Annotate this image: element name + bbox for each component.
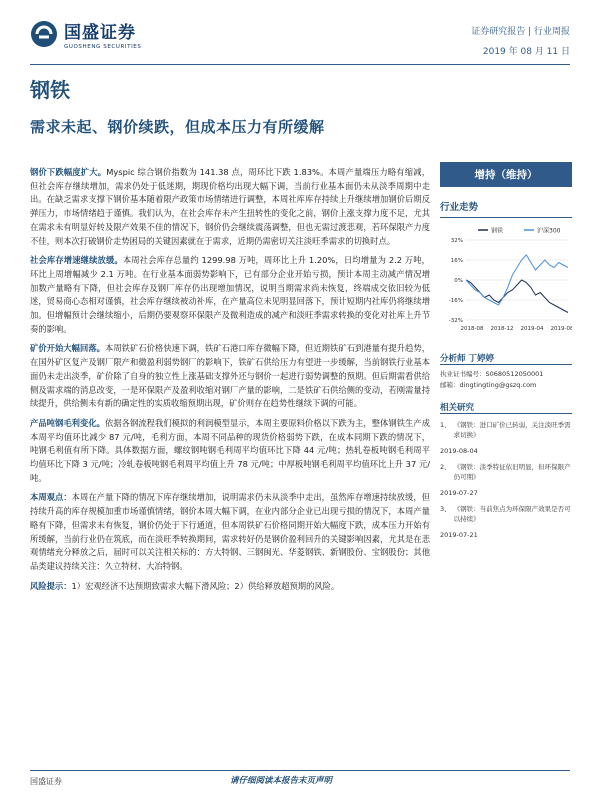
analyst-divider xyxy=(440,364,572,365)
email-address[interactable]: dingtingting@gszq.com xyxy=(459,381,537,389)
related-divider xyxy=(440,413,572,414)
paragraph xyxy=(30,417,430,486)
report-type: 证券研究报告 | 行业周报 xyxy=(471,27,570,37)
paragraph-lead: 矿价开始大幅回落。 xyxy=(30,343,106,354)
paragraph-text: Myspic 综合钢价指数为 141.38 点，周环比下跌 1.83%。本周产量端压力略有缩减，但社会库存继续增加，需求仍处于低迷期，期现价格均出现大幅下调，当前行业基本面仍未从淡季周期中走出。在缺乏需求支撑下钢价基本随着限产政策市场情绪进行调整，本周社库库存持续上升继续增加钢价后期反弹压力，市场情绪趋于谨慎。我们认为，在社会库存未产生扭转性的变化之前，钢价上涨支撑力度不足，尤其在需求未有明显好转及限产效果不佳的情况下，钢价仍会继续震荡调整，但也无需过渡悲观，若环保限产力度不佳，则本次打破钢价走势困局的关键因素就在于需求，近期仍需密切关注淡旺季需求的切换时点。 xyxy=(30,167,430,246)
paragraph xyxy=(30,166,430,248)
related-num: 3、 xyxy=(440,505,451,513)
y-tick-label: 32% xyxy=(450,238,463,244)
related-num: 1、 xyxy=(440,421,451,429)
x-tick-label: 2019-08 xyxy=(550,326,572,332)
industry-title: 钢铁 xyxy=(30,78,70,102)
trend-divider xyxy=(440,217,572,218)
related-date: 2019-07-21 xyxy=(440,531,478,539)
trend-chart xyxy=(440,222,572,342)
related-title: 相关研究 xyxy=(440,403,475,413)
license-label: 执业证书编号： xyxy=(440,370,486,378)
logo-cn: 国盛证券 xyxy=(64,23,136,43)
analyst-name: 分析师 丁婷婷 xyxy=(440,354,494,364)
logo xyxy=(30,18,141,50)
footer-disclaimer: 请仔细阅读本报告末页声明 xyxy=(230,776,333,786)
related-report[interactable] xyxy=(440,462,572,498)
guosheng-logo-icon xyxy=(30,20,58,48)
related-link[interactable]: 《钢铁：进口矿价已转弱，关注淡旺季需求切换》 xyxy=(453,421,571,439)
y-tick-label: -32% xyxy=(448,318,463,324)
legend-label: 沪深300 xyxy=(537,227,561,235)
related-date: 2019-07-27 xyxy=(440,489,478,497)
logo-en: GUOSHENG SECURITIES xyxy=(64,44,142,50)
paragraph-text: 1）宏观经济不达预期致需求大幅下滑风险；2）供给释放超预期的风险。 xyxy=(71,580,340,591)
license-number: S0680512050001 xyxy=(485,370,544,378)
y-tick-label: 16% xyxy=(450,258,463,264)
paragraph xyxy=(30,254,430,336)
header-divider xyxy=(30,64,570,65)
related-report[interactable] xyxy=(440,420,572,456)
paragraph xyxy=(30,491,430,573)
x-tick-label: 2019-04 xyxy=(520,326,544,332)
related-link[interactable]: 《钢铁：淡季特征依旧明显，但环保限产仍可期》 xyxy=(453,463,571,481)
paragraph-lead: 钢价下跌幅度扩大。 xyxy=(30,167,107,177)
footer-logo-text: 国盛证券 xyxy=(30,777,62,786)
license-line xyxy=(440,369,572,380)
report-date: 2019 年 08 月 11 日 xyxy=(482,47,570,57)
email-line xyxy=(440,380,572,391)
related-date: 2019-08-04 xyxy=(440,447,478,455)
x-tick-label: 2018-08 xyxy=(460,326,484,332)
trend-chart-svg xyxy=(440,222,572,342)
report-headline: 需求未起、钢价续跌，但成本压力有所缓解 xyxy=(30,118,325,136)
paragraph xyxy=(30,580,430,594)
paragraph-text: 本周社会库存总量约 1299.98 万吨，周环比上升 1.20%，日均增量为 2.2 万吨，环比上周增幅减少 2.1 万吨。在行业基本面弱势影响下，已有部分企业开始亏损，预计本周主动减产情况增加数产量略有下降，但社会库存及钢厂库存仍出现增加情况，说明当期需求尚未恢复，终端成交依旧较为低迷，贸易商心态相对谨慎，社会库存继续被动补库，在产量高位未见明显回落下，预计短期内社库仍将继续增加。但增幅预计会继续缩小，后期仍要观察环保限产及微利造成的减产和淡旺季需求转换的变化对社库上升节奏的影响。 xyxy=(30,255,430,334)
paragraph-lead: 社会库存增速继续放缓。 xyxy=(30,255,123,266)
paragraph-lead: 产品吨钢毛利变化。 xyxy=(30,417,106,428)
main-content xyxy=(30,166,430,599)
y-tick-label: 0% xyxy=(454,278,463,284)
trend-title: 行业走势 xyxy=(440,202,479,213)
paragraph-text: 本周铁矿石价格快速下调，铁矿石港口库存微幅下降，但近期铁矿石到港量有提升趋势，在国外矿区复产及钢厂限产和微盈利弱势钢厂的影响下，铁矿石供给压力有望进一步缓解，当前钢铁行业基本面仍未走出淡季，矿价除了自身的独立性上涨基础支撑外还与钢价一起进行弱势调整的预期。但后期需看供给侧及需求端的消息改变，一是环保限产及盈利收缩对钢厂产量的影响，二是铁矿石供给侧的变动，若刚需量持续提升，供给侧未有新的确定性的实质收缩预期出现，矿价则存在趋势性继续下调的可能。 xyxy=(30,343,430,409)
y-tick-label: -16% xyxy=(448,298,463,304)
related-report[interactable] xyxy=(440,504,572,540)
paragraph xyxy=(30,342,430,411)
rating-badge: 增持（维持） xyxy=(440,162,572,187)
x-tick-label: 2018-12 xyxy=(490,326,514,332)
series-line xyxy=(466,280,568,313)
footer-divider xyxy=(30,770,570,771)
paragraph-lead: 本周观点： xyxy=(30,492,72,503)
legend-label: 钢铁 xyxy=(491,227,504,235)
sidebar xyxy=(440,162,572,540)
paragraph-lead: 风险提示： xyxy=(30,580,72,591)
email-label: 邮箱： xyxy=(440,381,460,389)
report-header xyxy=(30,18,570,58)
related-link[interactable]: 《钢铁：当前焦点为环保限产效果是否可以持续》 xyxy=(453,505,571,523)
related-num: 2、 xyxy=(440,463,451,471)
paragraph-text: 依据各钢流程我们模拟的利润模型显示，本周主要原料价格以下跌为主，整体钢铁生产成本周平均值环比减少 87 元/吨，毛利方面，本周不同品种的现货价格弱势下跌，在成本同期下跌的情况下，吨钢毛利值有所下降。具体数据方面，螺纹钢吨钢毛利周平均值环比下降 44 元/吨；热轧卷板吨钢毛利周平均值环比下降 3 元/吨；冷轧卷板吨钢毛利周平均值上升 78 元/吨；中厚板吨钢毛利周平均值环比上升 37 元/吨。 xyxy=(30,417,430,483)
paragraph-text: 本周在产量下降的情况下库存继续增加，说明需求仍未从淡季中走出，虽然库存增速持续放缓，但持续升高的库存规模加重市场谨慎情绪，钢价本周大幅下调，在业内部分企业已出现亏损的情况下，本周产量略有下降，但需求未有恢复，钢价仍处于下行通道，但本周铁矿石价格同期开始大幅度下跌，成本压力开始有所缓解，当前行业仍在筑底，而在淡旺季转换期间，需求转好仍是钢价盈利回升的关键影响因素，尤其是在悲观情绪充分释放之后，届时可以关注相关标的：方大特钢、三钢闽光、华菱钢铁、新钢股份、宝钢股份；其他品类建议持续关注：久立特材、大冶特钢。 xyxy=(30,492,430,571)
